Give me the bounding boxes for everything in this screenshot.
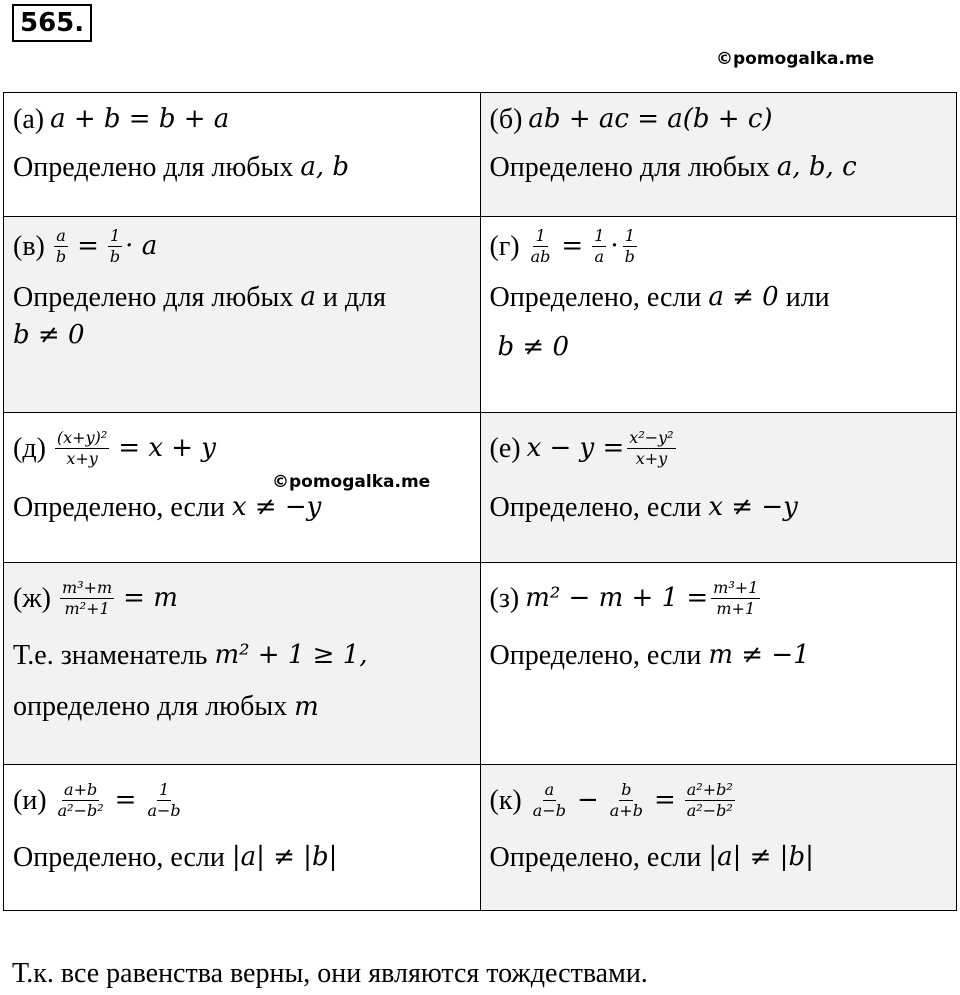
fraction: $\frac{b}{a+b}$ [609, 780, 643, 821]
condition-text: Т.е. знаменатель [13, 639, 208, 671]
cell-label: (б) [489, 104, 523, 135]
minus-sign: − [576, 785, 599, 816]
identities-table [3, 92, 957, 911]
equals-sign: = [561, 231, 584, 262]
condition-text: Определено для любых [13, 281, 294, 313]
equation-tail: · a [125, 231, 158, 262]
cell-z [480, 563, 957, 765]
table-row [4, 93, 957, 217]
equation-head: x − y = [526, 433, 625, 464]
fraction: $\frac{a}{b}$ [55, 226, 67, 267]
condition-text: Определено, если [489, 491, 702, 523]
condition-math: |a| ≠ |b| [708, 841, 814, 872]
cell-v [4, 217, 481, 413]
condition-math: |a| ≠ |b| [231, 841, 338, 872]
fraction: $\frac{\text{x²−y²}}{x+y}$ [629, 428, 674, 469]
table-row [4, 413, 957, 563]
equation-tail: = m [123, 583, 178, 614]
fraction: $\frac{\text{(x+y)²}}{x+y}$ [56, 428, 108, 469]
condition-math: x ≠ −y [231, 491, 322, 522]
cell-label: (г) [489, 231, 520, 263]
cell-label: (д) [13, 433, 46, 465]
condition-text: Определено для любых [13, 151, 294, 183]
fraction: $\frac{\text{a²+b²}}{\text{a²−b²}}$ [686, 780, 733, 821]
condition-math: m ≠ −1 [708, 639, 810, 670]
condition-math: a ≠ 0 [708, 281, 779, 312]
equals-sign: = [114, 785, 137, 816]
problem-number: 565. [12, 4, 92, 42]
fraction: $\frac{1}{b}$ [624, 226, 635, 267]
condition-text: и для [322, 281, 386, 313]
cell-label: (а) [13, 104, 45, 135]
cell-k [480, 765, 957, 911]
fraction: $\frac{a}{a-b}$ [532, 780, 566, 821]
watermark-middle: ©pomogalka.me [272, 472, 431, 492]
dot-sign: · [610, 231, 619, 262]
fraction: $\frac{1}{ab}$ [530, 226, 551, 267]
cell-e [480, 413, 957, 563]
fraction: $\frac{\text{m³+1}}{m+1}$ [713, 578, 759, 619]
condition-math: m [294, 691, 319, 722]
cell-label: (в) [13, 231, 45, 263]
cell-label: (е) [489, 433, 521, 465]
condition-math: b ≠ 0 [13, 320, 85, 351]
cell-g [480, 217, 957, 413]
condition-text: Определено, если [489, 841, 702, 873]
fraction: $\frac{1}{b}$ [109, 226, 121, 267]
cell-label: (и) [13, 785, 47, 817]
condition-math: a [300, 281, 316, 312]
cell-zh [4, 563, 481, 765]
condition-math: m² + 1 ≥ 1, [214, 639, 368, 670]
condition-text: Определено, если [489, 281, 702, 313]
equation: a + b = b + a [50, 104, 230, 135]
cell-b [480, 93, 957, 217]
conclusion-text: Т.к. все равенства верны, они являются тождествами. [12, 958, 648, 989]
cell-label: (ж) [13, 583, 51, 615]
condition-text: или [785, 281, 830, 313]
cell-i [4, 765, 481, 911]
table-row [4, 765, 957, 911]
condition-text: Определено, если [13, 841, 225, 873]
condition-text: Определено, если [13, 491, 225, 523]
condition-text: Определено, если [489, 639, 702, 671]
cell-label: (к) [489, 785, 522, 817]
watermark-top: ©pomogalka.me [716, 49, 875, 69]
table-row [4, 563, 957, 765]
cell-a [4, 93, 481, 217]
equals-sign: = [77, 231, 99, 262]
condition-math: b ≠ 0 [497, 332, 569, 363]
condition-text: Определено для любых [489, 151, 770, 183]
cell-label: (з) [489, 583, 520, 615]
fraction: $\frac{\text{m³+m}}{\text{m²+1}}$ [62, 578, 113, 619]
equation: ab + ac = a(b + c) [528, 104, 773, 135]
equals-sign: = [653, 785, 676, 816]
equation-tail: = x + y [118, 433, 216, 464]
table-row [4, 217, 957, 413]
fraction: $\frac{1}{a}$ [594, 226, 605, 267]
equation-head: m² − m + 1 = [525, 583, 709, 614]
fraction: $\frac{1}{a-b}$ [147, 780, 181, 821]
condition-math: x ≠ −y [708, 491, 798, 522]
condition-math: a, b, c [776, 151, 857, 182]
condition-math: a, b [300, 151, 350, 182]
fraction: $\frac{a+b}{\text{a²−b²}}$ [57, 780, 104, 821]
condition-text: определено для любых [13, 691, 288, 723]
